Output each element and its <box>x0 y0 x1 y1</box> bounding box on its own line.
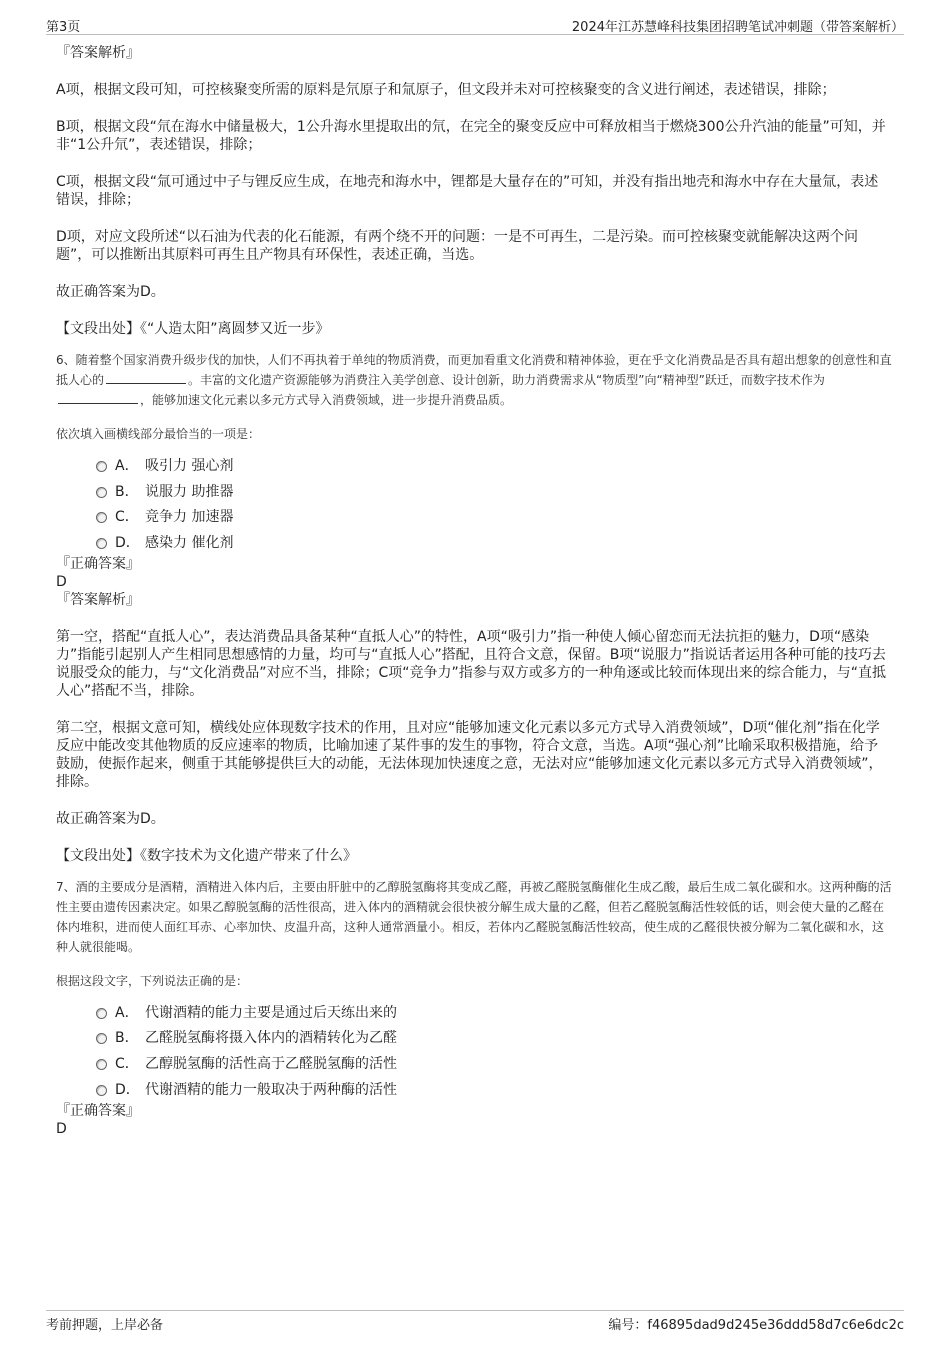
q6-stem <box>56 350 892 410</box>
radio-icon[interactable] <box>96 1085 107 1096</box>
q7-prompt: 根据这段文字，下列说法正确的是： <box>56 973 249 988</box>
q7-option-a[interactable]: A． 代谢酒精的能力主要是通过后天练出来的 <box>96 999 892 1025</box>
q7-stem: 7、酒的主要成分是酒精，酒精进入体内后，主要由肝脏中的乙醇脱氢酶将其变成乙醛，再被乙醛脱氢酶催化生成乙酸，最后生成二氧化碳和水。这两种酶的活性主要由遗传因素决定。如果乙醇脱氢酶的活性很高，进入体内的酒精就会很快被分解生成大量的乙醛，但若乙醛脱氢酶活性较低的话，则会使大量的乙醛在体内堆积，进而使人面红耳赤、心率加快、皮温升高，这种人通常酒量小。相反，若体内乙醛脱氢酶活性较高，使生成的乙醛很快被分解为二氧化碳和水，这种人就很能喝。 <box>56 879 892 954</box>
page-header <box>46 14 904 35</box>
q7-option-c[interactable]: C． 乙醇脱氢酶的活性高于乙醛脱氢酶的活性 <box>96 1050 892 1076</box>
q6-stem-part3: ，能够加速文化元素以多元方式导入消费领域，进一步提升消费品质。 <box>140 393 513 407</box>
radio-icon[interactable] <box>96 1033 107 1044</box>
page-number: 第3页 <box>46 20 81 35</box>
footer-slogan: 考前押题，上岸必备 <box>46 1318 164 1333</box>
q6-prompt: 依次填入画横线部分最恰当的一项是： <box>56 427 261 441</box>
document-body <box>56 44 892 1138</box>
q6-analysis-para-2: 第二空，根据文意可知，横线处应体现数字技术的作用，且对应“能够加速文化元素以多元方式导入消费领域”，D项“催化剂”指在化学反应中能改变其他物质的反应速率的物质，比喻加速了某件事的发生的事物，符合文意，当选。A项“强心剂”比喻采取积极措施，给予鼓励，使振作起来，侧重于其能够提供巨大的动能，无法体现加快速度之意，无法对应“能够加速文化元素以多元方式导入消费领域”，排除。 <box>56 719 883 790</box>
q5-conclusion: 故正确答案为D。 <box>56 284 165 300</box>
q6-conclusion: 故正确答案为D。 <box>56 810 165 827</box>
document-title: 2024年江苏慧峰科技集团招聘笔试冲刺题（带答案解析） <box>571 20 904 35</box>
q6-analysis-title: 『答案解析』 <box>56 591 140 608</box>
q6-answer-title: 『正确答案』 <box>56 555 140 572</box>
q6-option-d[interactable]: D． 感染力 催化剂 <box>96 529 892 555</box>
q6-option-b[interactable]: B． 说服力 助推器 <box>96 478 892 504</box>
q7-option-d[interactable]: D． 代谢酒精的能力一般取决于两种酶的活性 <box>96 1076 892 1102</box>
q6-stem-part1: 6、随着整个国家消费升级步伐的加快，人们不再执着于单纯的物质消费，而更加看重文化消费和精神体验，更在乎文化消费品是否具有超出想象的创意性和直抵人心的 <box>56 353 892 387</box>
q5-analysis-para-c: C项，根据文段“氚可通过中子与锂反应生成，在地壳和海水中，锂都是大量存在的”可知，并没有指出地壳和海水中存在大量氚，表述错误，排除； <box>56 174 879 208</box>
q6-option-c[interactable]: C． 竞争力 加速器 <box>96 503 892 529</box>
radio-icon[interactable] <box>96 461 107 472</box>
radio-icon[interactable] <box>96 538 107 549</box>
q7-answer-title: 『正确答案』 <box>56 1102 140 1119</box>
q6-source: 【文段出处】《数字技术为文化遗产带来了什么》 <box>56 847 357 864</box>
q5-analysis-title: 『答案解析』 <box>56 45 140 61</box>
q5-analysis-para-b: B项，根据文段“氘在海水中储量极大，1公升海水里提取出的氘，在完全的聚变反应中可释放相当于燃烧300公升汽油的能量”可知，并非“1公升氘”，表述错误，排除； <box>56 119 886 153</box>
q7-options <box>56 999 892 1102</box>
q6-answer: D <box>56 573 67 590</box>
q5-source: 【文段出处】《“人造太阳”离圆梦又近一步》 <box>56 321 330 337</box>
document-id: 编号：f46895dad9d245e36ddd58d7c6e6dc2c <box>608 1318 904 1333</box>
q6-stem-part2: 。丰富的文化遗产资源能够为消费注入美学创意、设计创新，助力消费需求从“物质型”向“精神型”跃迁，而数字技术作为 <box>188 373 825 387</box>
radio-icon[interactable] <box>96 487 107 498</box>
q6-option-a[interactable]: A． 吸引力 强心剂 <box>96 452 892 478</box>
page-footer <box>46 1310 904 1335</box>
q5-analysis-para-d: D项，对应文段所述“以石油为代表的化石能源，有两个绕不开的问题：一是不可再生，二是污染。而可控核聚变就能解决这两个问题”，可以推断出其原料可再生且产物具有环保性，表述正确，当选。 <box>56 229 859 263</box>
radio-icon[interactable] <box>96 1008 107 1019</box>
q7-answer: D <box>56 1120 67 1137</box>
q6-analysis-para-1: 第一空，搭配“直抵人心”，表达消费品具备某种“直抵人心”的特性，A项“吸引力”指一种使人倾心留恋而无法抗拒的魅力，D项“感染力”指能引起别人产生相同思想感情的力量，均可与“直抵人心”搭配，且符合文意，保留。B项“说服力”指说话者运用各种可能的技巧去说服受众的能力，与“文化消费品”对应不当，排除；C项“竞争力”指参与双方或多方的一种角逐或比较而体现出来的综合能力，与“直抵人心”搭配不当，排除。 <box>56 628 887 699</box>
radio-icon[interactable] <box>96 1059 107 1070</box>
q6-options <box>56 452 892 555</box>
q7-option-b[interactable]: B． 乙醛脱氢酶将摄入体内的酒精转化为乙醛 <box>96 1024 892 1050</box>
q6-blank-2 <box>58 391 138 404</box>
radio-icon[interactable] <box>96 512 107 523</box>
q5-analysis-para-a: A项，根据文段可知，可控核聚变所需的原料是氘原子和氚原子，但文段并未对可控核聚变的含义进行阐述，表述错误，排除； <box>56 82 836 98</box>
q6-blank-1 <box>106 371 186 384</box>
